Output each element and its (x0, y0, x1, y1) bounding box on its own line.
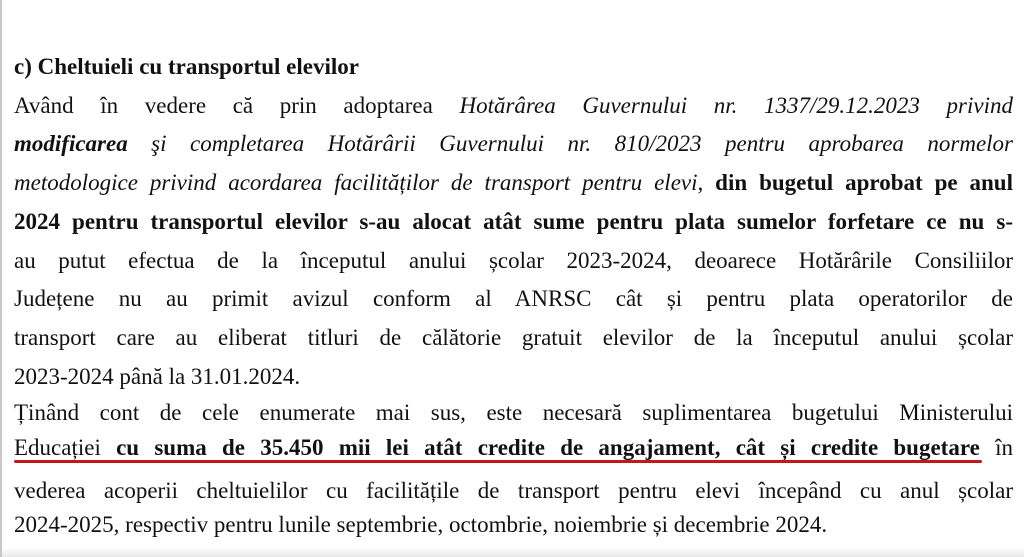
paragraph-line-3 (14, 168, 1013, 198)
line-text: în (979, 435, 1013, 460)
paragraph-line-4: 2024 pentru transportul elevilor s-au alocat atât sume pentru plata sumelor forfetare ce nu s- (14, 209, 1013, 234)
bold-word: modificarea (14, 131, 128, 156)
paragraph-line-10 (14, 433, 1013, 463)
paragraph-line-12: 2024-2025, respectiv pentru lunile septembrie, octombrie, noiembrie și decembrie 2024. (14, 512, 828, 537)
hg-reference: Hotărârea Guvernului nr. 1337/29.12.2023 privind (459, 93, 1013, 118)
highlighted-amount: cu suma de 35.450 mii lei atât credite de angajament, cât și credite bugetare (116, 435, 980, 460)
page-bottom-shadow (2, 547, 1024, 557)
paragraph-line-11: vederea acoperii cheltuielilor cu facilitățile de transport pentru elevi începând cu anul școlar (14, 478, 1013, 503)
section-heading: c) Cheltuieli cu transportul elevilor (14, 54, 359, 79)
hg-reference (14, 131, 1013, 156)
line-text: şi completarea Hotărârii Guvernului nr. 810/2023 pentru aprobarea normelor (127, 131, 1013, 156)
paragraph-line-8: 2023-2024 până la 31.01.2024. (14, 364, 301, 389)
paragraph-line-7: transport care au eliberat titluri de călătorie gratuit elevilor de la începutul anului școlar (14, 325, 1013, 350)
bold-text: din bugetul aprobat pe anul (703, 170, 1013, 195)
paragraph-line-6: Județene nu au primit avizul conform al ANRSC cât și pentru plata operatorilor de (14, 286, 1013, 311)
line-text: Având în vedere că prin adoptarea (14, 93, 460, 118)
paragraph-line-1 (14, 91, 1013, 121)
paragraph-line-9: Ținând cont de cele enumerate mai sus, este necesară suplimentarea bugetului Ministerului (14, 400, 1013, 425)
hg-reference: metodologice privind acordarea facilităților de transport pentru elevi, (14, 170, 704, 195)
paragraph-line-5: au putut efectua de la începutul anului școlar 2023-2024, deoarece Hotărârile Consiliilor (14, 248, 1013, 273)
line-text: Educației (14, 435, 117, 460)
red-underline (14, 460, 982, 463)
paragraph-line-2 (14, 129, 1013, 159)
